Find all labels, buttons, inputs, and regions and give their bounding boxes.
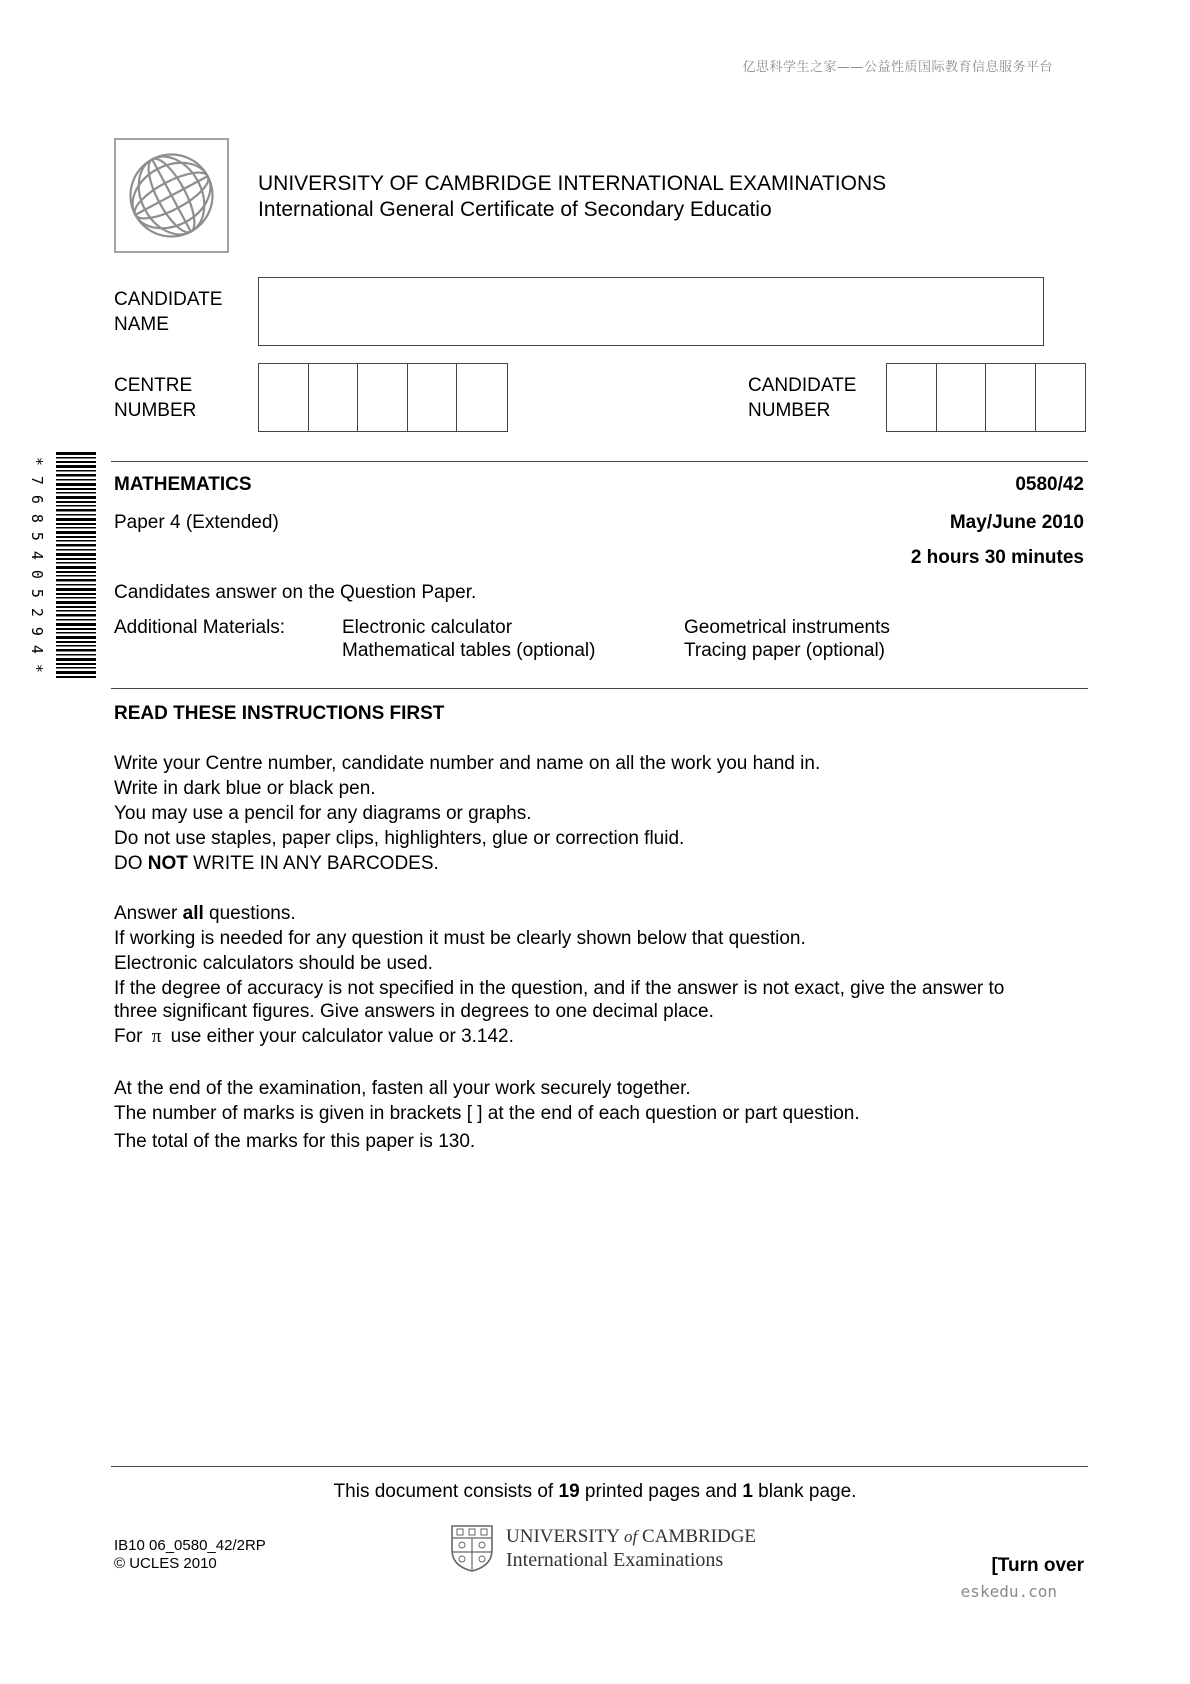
barcode-digit: * [27,456,46,466]
cambridge-brand [450,1524,757,1577]
barcode-digit: 6 [27,494,46,504]
instructions-block-3 [114,1076,860,1154]
text: CAMBRIDGE [642,1526,757,1547]
divider [111,461,1088,462]
centre-number-digit[interactable] [358,364,408,431]
label-line: NUMBER [748,400,831,421]
turn-over-label: [Turn over [991,1555,1084,1576]
text: use either your calculator value or 3.142. [165,1026,514,1047]
exam-duration: 2 hours 30 minutes [910,547,1084,568]
label-line: NUMBER [114,400,197,421]
answer-note: Candidates answer on the Question Paper. [114,582,477,603]
label-line: CENTRE [114,375,193,396]
text: For [114,1026,148,1047]
candidate-number-digit[interactable] [1036,364,1086,431]
barcode-number [27,452,50,678]
document-reference [114,1537,266,1573]
watermark-text: 亿思科学生之家——公益性质国际教育信息服务平台 [742,60,1053,75]
divider [111,688,1088,689]
printed-pages: 19 [558,1481,580,1502]
candidate-name-label [114,287,222,337]
page-count-note [0,1479,1190,1504]
barcode-digit: 0 [27,569,46,579]
barcode-digit: 8 [27,513,46,523]
pi-symbol: π [151,1026,162,1047]
brand-line-1 [506,1526,756,1548]
instruction-line: Write your Centre number, candidate number and name on all the work you hand in. [114,753,821,774]
paper-name: Paper 4 (Extended) [114,512,279,533]
globe-icon [116,140,227,251]
instruction-line: If the degree of accuracy is not specified in the question, and if the answer is not exact, give the answer to [114,978,1005,999]
text: blank page. [752,1481,857,1502]
instruction-line [114,901,1004,926]
blank-pages: 1 [742,1481,753,1502]
centre-number-digit[interactable] [309,364,359,431]
instruction-line: If working is needed for any question it must be clearly shown below that question. [114,928,806,949]
instruction-line: Do not use staples, paper clips, highlighters, glue or correction fluid. [114,828,685,849]
reference-code: IB10 06_0580_42/2RP [114,1537,266,1554]
text: of [624,1527,638,1546]
instruction-line [114,851,820,876]
barcode [56,452,96,678]
instructions-block-2 [114,901,1004,1049]
instruction-line: The number of marks is given in brackets [ ] at the end of each question or part question. [114,1103,860,1124]
materials-label: Additional Materials: [114,617,286,638]
copyright: © UCLES 2010 [114,1555,217,1572]
barcode-graphic [56,452,96,678]
barcode-digit: * [27,664,46,674]
instruction-line: Write in dark blue or black pen. [114,778,376,799]
label-line: NAME [114,314,169,335]
candidate-number-boxes [886,363,1086,432]
centre-number-boxes [258,363,508,432]
materials-column-2 [684,615,890,663]
barcode-digit: 9 [27,626,46,636]
exam-session: May/June 2010 [949,512,1084,533]
emphasis: all [182,903,204,924]
material-item: Mathematical tables (optional) [342,640,596,661]
text: This document consists of [333,1481,559,1502]
instruction-line: You may use a pencil for any diagrams or graphs. [114,803,532,824]
site-watermark: eskedu.con [960,1582,1057,1601]
text: questions. [203,903,296,924]
text: WRITE IN ANY BARCODES. [187,853,439,874]
material-item: Electronic calculator [342,617,513,638]
candidate-name-field[interactable] [258,277,1044,346]
text: Answer [114,903,183,924]
material-item: Geometrical instruments [684,617,890,638]
emphasis: NOT [147,853,188,874]
paper-code: 0580/42 [1015,474,1084,495]
label-line: CANDIDATE [114,289,223,310]
materials-column-1 [342,615,595,663]
board-name: UNIVERSITY OF CAMBRIDGE INTERNATIONAL EXAMINATIONS [258,172,887,195]
instruction-line: The total of the marks for this paper is 130. [114,1131,476,1152]
instruction-line: Electronic calculators should be used. [114,953,433,974]
exam-board-heading [258,171,886,223]
barcode-digit: 5 [27,588,46,598]
subject-title: MATHEMATICS [114,474,252,495]
label-line: CANDIDATE [748,375,857,396]
candidate-number-label [748,373,856,423]
centre-number-digit[interactable] [259,364,309,431]
instructions-heading: READ THESE INSTRUCTIONS FIRST [114,703,445,724]
brand-wordmark [506,1526,756,1572]
barcode-digit: 2 [27,607,46,617]
instruction-line: three significant figures. Give answers in degrees to one decimal place. [114,1001,714,1022]
instruction-line [114,1024,1004,1049]
brand-line-2: International Examinations [506,1549,724,1571]
instruction-line: At the end of the examination, fasten all your work securely together. [114,1078,691,1099]
barcode-digit: 4 [27,645,46,655]
divider [111,1466,1088,1467]
centre-number-label [114,373,196,423]
material-item: Tracing paper (optional) [684,640,886,661]
globe-logo [114,138,229,253]
qualification-name: International General Certificate of Secondary Educatio [258,198,772,221]
candidate-number-digit[interactable] [937,364,987,431]
barcode-digit: 4 [27,551,46,561]
candidate-number-digit[interactable] [986,364,1036,431]
text: UNIVERSITY [506,1526,620,1547]
candidate-number-digit[interactable] [887,364,937,431]
centre-number-digit[interactable] [457,364,507,431]
crest-icon [450,1524,494,1572]
text: DO [114,853,148,874]
text: printed pages and [579,1481,743,1502]
barcode-digit: 5 [27,532,46,542]
barcode-digit: 7 [27,475,46,485]
centre-number-digit[interactable] [408,364,458,431]
instructions-block-1 [114,751,820,876]
